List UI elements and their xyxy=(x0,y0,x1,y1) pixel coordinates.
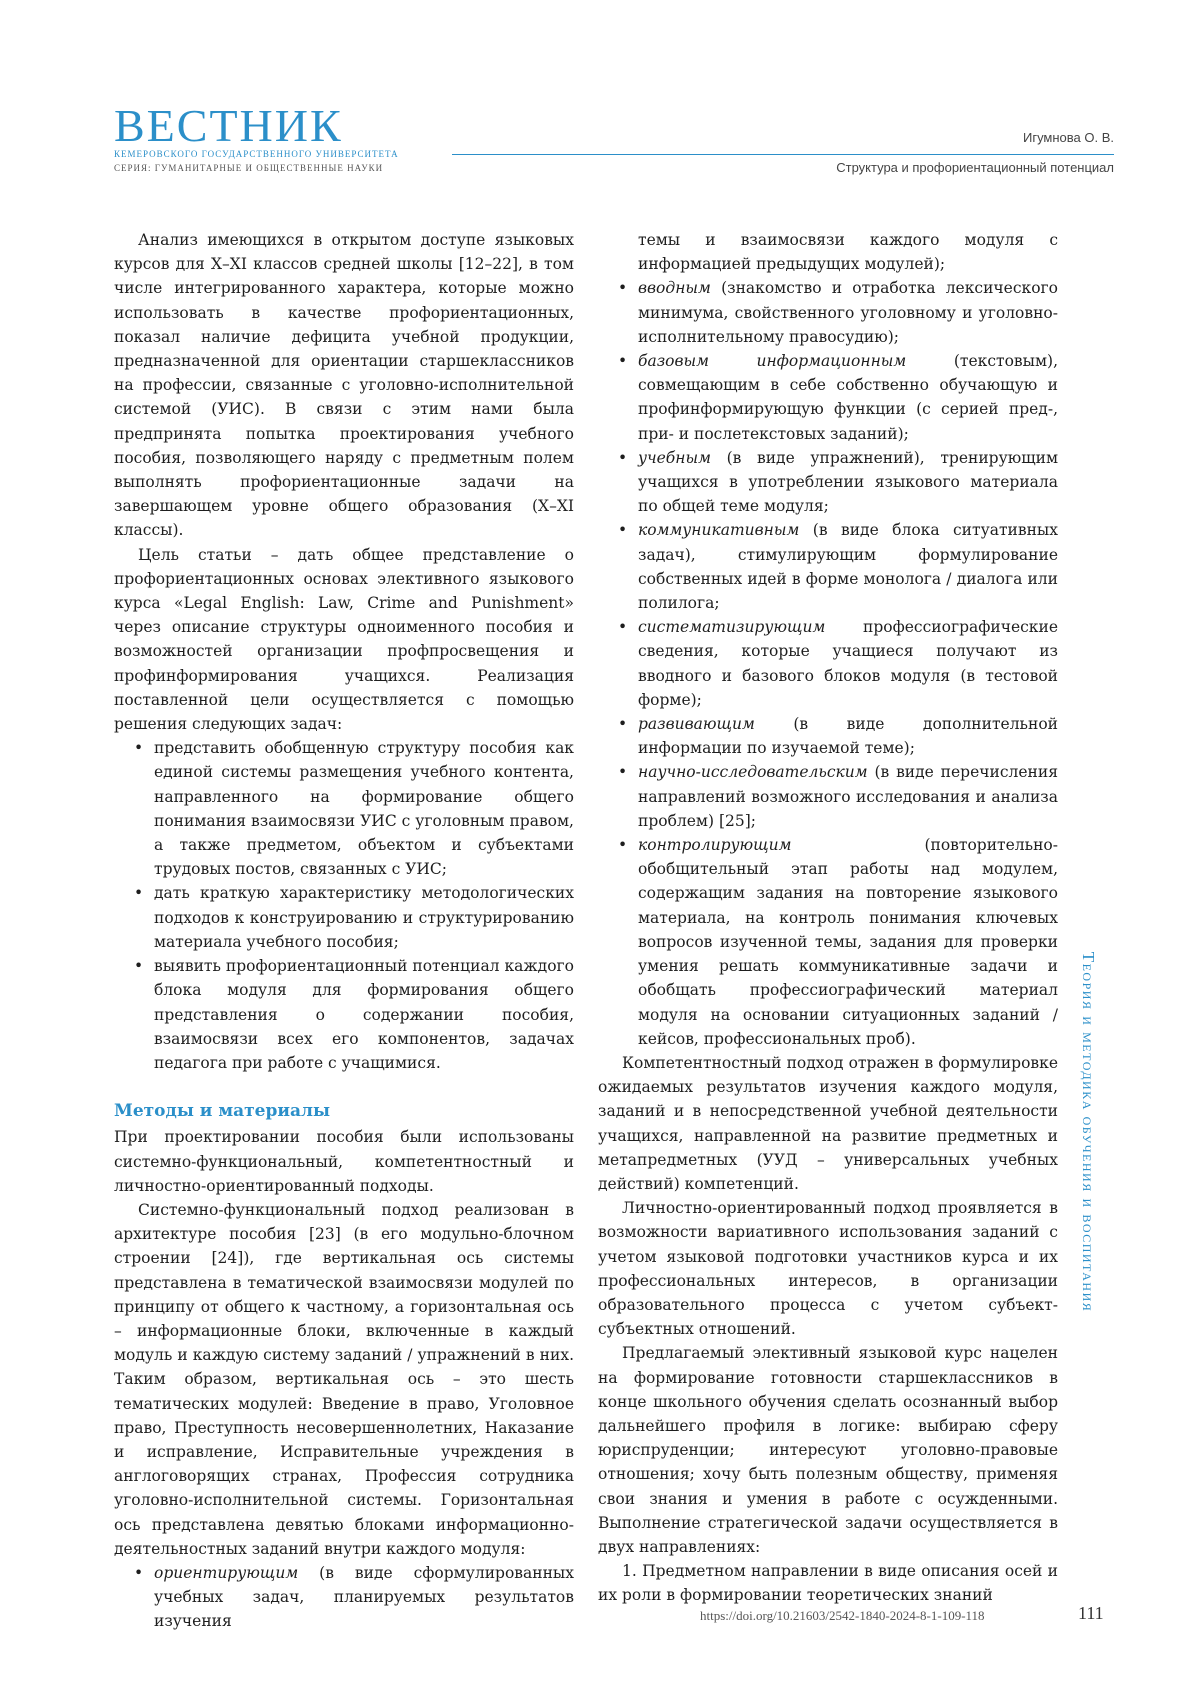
block-text: (знакомство и отработка лексического минимума, свойственного уголовному и уголовно-исполнительному правосудию); xyxy=(638,279,1058,345)
paragraph: При проектировании пособия были использованы системно-функциональный, компетентностный и личностно-ориентированный подходы. xyxy=(114,1125,574,1198)
section-side-label: Теория и методика обучения и воспитания xyxy=(1078,952,1098,1313)
block-text: (в виде дополнительной информации по изучаемой теме); xyxy=(638,715,1058,757)
list-item xyxy=(154,1561,574,1634)
block-term: развивающим xyxy=(638,715,755,733)
list-item: • выявить профориентационный потенциал каждого блока модуля для формирования общего представления о содержании пособия, взаимосвязи всех его компонентов, задачах педагога при работе с учащимися. xyxy=(154,954,574,1075)
block-text: (текстовым), совмещающим в себе собственно обучающую и профинформирующую функции (с серией пред-, при- и послетекстовых заданий); xyxy=(638,352,1058,443)
paragraph: Системно-функциональный подход реализован в архитектуре пособия [23] (в его модульно-блочном строении [24]), где вертикальная ось системы представлена в тематической взаимосвязи модулей по принципу от общего к частному, а горизонтальная ось – информационные блоки, включенные в каждый модуль и каждую систему заданий / упражнений в них. Таким образом, вертикальная ось – это шесть тематических модулей: Введение в право, Уголовное право, Преступность несовершеннолетних, Наказание и исправление, Исправительные учреждения в англоговорящих странах, Профессия сотрудника уголовно-исполнительной системы. Горизонтальная ось представлена девятью блоками информационно-деятельностных заданий внутри каждого модуля: xyxy=(114,1198,574,1561)
block-text: (в виде блока ситуативных задач), стимулирующим формулирование собственных идей в форме монолога / диалога или полилога; xyxy=(638,521,1058,612)
block-term: систематизирующим xyxy=(638,618,825,636)
running-title: Структура и профориентационный потенциал xyxy=(836,160,1114,175)
block-term: учебным xyxy=(638,449,711,467)
right-column xyxy=(598,228,1058,1608)
list-item xyxy=(638,446,1058,519)
list-item: • дать краткую характеристику методологических подходов к конструированию и структурированию материала учебного пособия; xyxy=(154,881,574,954)
list-item xyxy=(638,615,1058,712)
block-text: (в виде упражнений), тренирующим учащихся в употреблении языкового материала по общей теме модуля; xyxy=(638,449,1058,515)
running-author: Игумнова О. В. xyxy=(1023,130,1114,145)
journal-series: СЕРИЯ: ГУМАНИТАРНЫЕ И ОБЩЕСТВЕННЫЕ НАУКИ xyxy=(114,163,399,173)
block-term: контролирующим xyxy=(638,836,792,854)
list-item xyxy=(638,760,1058,833)
doi-link[interactable]: https://doi.org/10.21603/2542-1840-2024-8-1-109-118 xyxy=(700,1608,985,1624)
left-column xyxy=(114,228,574,1634)
block-term: базовым информационным xyxy=(638,352,906,370)
block-term: вводным xyxy=(638,279,711,297)
paragraph: Предлагаемый элективный языковой курс нацелен на формирование готовности старшеклассников в конце школьного обучения сделать осознанный выбор дальнейшего профиля в логике: выбираю сферу юриспруденции; интересуют уголовно-правовые отношения; хочу быть полезным обществу, применяя свои знания и умения в работе с осужденными. Выполнение стратегической задачи осуществляется в двух направлениях: xyxy=(598,1341,1058,1559)
block-term: ориентирующим xyxy=(154,1564,298,1582)
journal-masthead xyxy=(114,106,399,173)
paragraph: Анализ имеющихся в открытом доступе языковых курсов для X–XI классов средней школы [12–22], в том числе интегрированного характера, которые можно использовать в качестве профориентационных, показал наличие дефицита учебной продукции, предназначенной для ориентации старшеклассников на профессии, связанные с уголовно-исполнительной системой (УИС). В связи с этим нами была предпринята попытка проектирования учебного пособия, позволяющего наряду с предметным полем выполнять профориентационные задачи на завершающем уровне общего образования (X–XI классы). xyxy=(114,228,574,543)
list-item xyxy=(638,276,1058,349)
list-item xyxy=(638,833,1058,1051)
block-text: профессиографические сведения, которые учащиеся получают из вводного и базового блоков модуля (в тестовой форме); xyxy=(638,618,1058,709)
journal-title: ВЕСТНИК xyxy=(114,106,399,146)
block-term: коммуникативным xyxy=(638,521,799,539)
list-item xyxy=(638,518,1058,615)
paragraph: 1. Предметном направлении в виде описания осей и их роли в формировании теоретических знаний xyxy=(598,1559,1058,1607)
header-rule xyxy=(452,154,1114,155)
section-heading: Методы и материалы xyxy=(114,1099,574,1123)
list-item-continued xyxy=(638,228,1058,276)
list-item xyxy=(638,349,1058,446)
block-text: темы и взаимосвязи каждого модуля с информацией предыдущих модулей); xyxy=(638,231,1058,273)
paragraph: Компетентностный подход отражен в формулировке ожидаемых результатов изучения каждого модуля, заданий и в непосредственной учебной деятельности учащихся, направленной на развитие предметных и метапредметных (УУД – универсальных учебных действий) компетенций. xyxy=(598,1051,1058,1196)
block-text: (в виде перечисления направлений возможного исследования и анализа проблем) [25]; xyxy=(638,763,1058,829)
list-item xyxy=(638,712,1058,760)
block-list xyxy=(598,228,1058,1051)
task-list xyxy=(114,736,574,1075)
paragraph: Личностно-ориентированный подход проявляется в возможности вариативного использования заданий с учетом языковой подготовки участников курса и их профессиональных интересов, в организации образовательного процесса с учетом субъект-субъектных отношений. xyxy=(598,1196,1058,1341)
list-item: • представить обобщенную структуру пособия как единой системы размещения учебного контента, направленного на формирование общего понимания взаимосвязи УИС с уголовным правом, а также предметом, объектом и субъектами трудовых постов, связанных с УИС; xyxy=(154,736,574,881)
journal-subtitle: КЕМЕРОВСКОГО ГОСУДАРСТВЕННОГО УНИВЕРСИТЕТА xyxy=(114,149,399,159)
paragraph: Цель статьи – дать общее представление о профориентационных основах элективного языкового курса «Legal English: Law, Crime and Punishment» через описание структуры одноименного пособия и возможностей организации профпросвещения и профинформирования учащихся. Реализация поставленной цели осуществляется с помощью решения следующих задач: xyxy=(114,543,574,737)
page-number: 111 xyxy=(1078,1603,1104,1624)
block-text: (повторительно-обобщительный этап работы над модулем, содержащим задания на повторение языкового материала, на контроль понимания ключевых вопросов изученной темы, задания для проверки умения решать коммуникативные задачи и обобщать профессиографический материал модуля на основании ситуационных заданий / кейсов, профессиональных проб). xyxy=(638,836,1058,1048)
block-term: научно-исследовательским xyxy=(638,763,868,781)
block-text: (в виде сформулированных учебных задач, планируемых результатов изучения xyxy=(154,1564,574,1630)
block-list xyxy=(114,1561,574,1634)
